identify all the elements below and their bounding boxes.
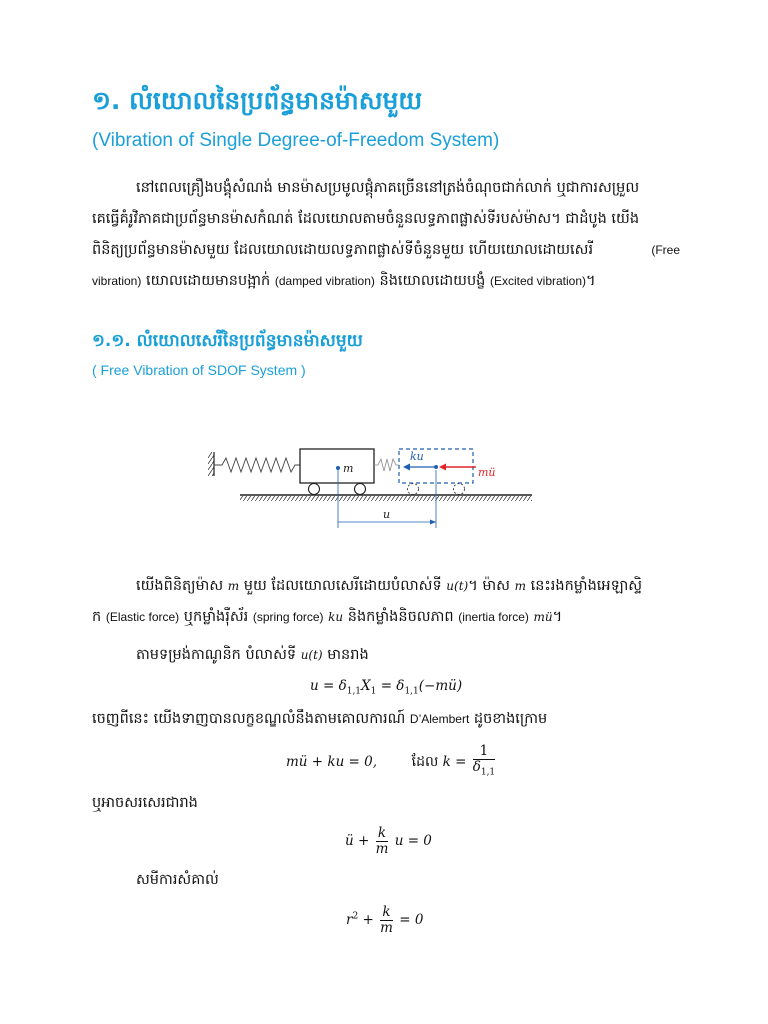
- text: ចេញពីនេះ យើងទាញបានលក្ខខណ្ឌលំនឹងតាមគោលការណ៍: [92, 711, 406, 727]
- equation-1: [310, 678, 462, 697]
- var-u-t: u(t): [300, 648, 323, 662]
- body-line-2: [92, 608, 562, 629]
- text: យើងពិនិត្យម៉ាស: [136, 578, 224, 594]
- displaced-wheel-right: [454, 484, 465, 495]
- equation-3: [345, 826, 432, 857]
- ground-hatch: [240, 496, 532, 501]
- equation-4: [346, 905, 423, 936]
- fraction-numerator: 1: [473, 744, 495, 760]
- spring: [214, 458, 300, 472]
- var-u-t: u(t): [446, 579, 469, 593]
- eq-sup: 2: [352, 911, 359, 922]
- displaced-wheel-left: [408, 484, 419, 495]
- eq-part: +: [358, 912, 374, 928]
- eq-sub: 1,1: [404, 686, 419, 697]
- fraction-numerator: k: [380, 905, 393, 921]
- eq-sub: 1,1: [346, 686, 362, 697]
- wall-hatch: [208, 452, 214, 476]
- eq-sub: 1,1: [480, 767, 496, 778]
- inertia-force-label: mü: [478, 466, 496, 479]
- eq-part: u = δ: [310, 678, 347, 694]
- text: ។ ម៉ាស: [468, 578, 510, 594]
- eq-part: = δ: [376, 678, 405, 694]
- term-excited-vibration: (Excited vibration): [489, 274, 587, 288]
- term-free-vibration: vibration): [92, 274, 142, 288]
- wheel-right: [355, 484, 366, 495]
- dim-arrowhead: [430, 520, 436, 525]
- body-line-4: [92, 710, 547, 731]
- eq-part: X: [361, 678, 371, 694]
- body-line-6: សមីការសំគាល់: [136, 872, 219, 888]
- displacement-label: u: [383, 508, 391, 521]
- section-title: ១. លំយោលនៃប្រព័ន្ធមានម៉ាសមួយ: [92, 86, 423, 115]
- subsection-title: ១.១. លំយោលសេរីនៃប្រព័ន្ធមានម៉ាសមួយ: [92, 331, 363, 351]
- text: តាមទម្រង់កាណូនិក បំលាស់ទី: [136, 647, 297, 663]
- intro-line-1: នៅពេលគ្រឿងបង្គុំសំណង់ មានម៉ាសប្រមូលផ្តុំភាគច្រើននៅត្រង់ចំណុចជាក់លាក់ ឬជាការសម្រួល: [136, 180, 640, 196]
- eq-text: ដែល: [411, 753, 439, 770]
- section-subtitle: (Vibration of Single Degree-of-Freedom System): [92, 130, 500, 151]
- text: ។: [552, 609, 563, 625]
- body-line-5: ឬអាចសរសេរជារាង: [92, 795, 198, 811]
- text: និងកម្លាំងនិចលភាព: [347, 609, 454, 625]
- term-inertia-force: (inertia force): [458, 610, 529, 624]
- term-damped-km: យោលដោយមានបង្អាក់: [145, 273, 271, 289]
- fraction: [380, 905, 393, 936]
- eq-part: ü +: [345, 833, 370, 849]
- equation-2: [286, 744, 497, 781]
- intro-line-3: [92, 235, 680, 266]
- text: ដូចខាងក្រោម: [473, 711, 548, 727]
- intro-line-2: គេធ្វើគំរូវិភាគជាប្រព័ន្ធមានម៉ាសកំណត់ ដែលយោលតាមចំនួនលទ្ធភាពផ្លាស់ទីរបស់ម៉ាស។ ជាដំបូង យើង: [92, 211, 640, 227]
- eq-sub: 1: [370, 686, 377, 697]
- sdof-figure: [200, 440, 540, 530]
- term-spring-force: (spring force): [252, 610, 324, 624]
- sentence-end: ។: [586, 273, 596, 289]
- eq-part: u = 0: [394, 833, 432, 849]
- body-line-1: [136, 577, 642, 598]
- mass-block: [300, 449, 374, 483]
- wheel-left: [309, 484, 320, 495]
- spring-force-label: ku: [410, 450, 424, 463]
- text: នេះរងកម្លាំងអេឡាស្ទិ: [530, 578, 643, 594]
- intro-paragraph: [92, 173, 680, 297]
- mass-label: m: [343, 462, 354, 475]
- intro-line-3-text: ពិនិត្យប្រព័ន្ធមានម៉ាសមួយ ដែលយោលដោយលទ្ធភាពផ្លាស់ទីចំនួនមួយ ហើយយោលដោយសេរី: [92, 242, 594, 258]
- text: មានរាង: [327, 647, 369, 663]
- var-ku: ku: [328, 610, 344, 624]
- intro-line-4: [92, 266, 680, 297]
- intro-line-3-en: (Free: [651, 243, 680, 257]
- spring-force-arrowhead: [403, 464, 410, 471]
- inertia-force-arrowhead: [439, 464, 446, 471]
- spring-stretched: [374, 459, 399, 471]
- eq-part: (−mü): [418, 678, 463, 694]
- fraction-denominator: [473, 760, 495, 781]
- var-m: m: [514, 579, 526, 593]
- text: មួយ ដែលយោលសេរីដោយបំលាស់ទី: [243, 578, 442, 594]
- term-excited-km: និងយោលដោយបង្ខំ: [379, 273, 486, 289]
- var-m: m: [227, 579, 240, 593]
- eq-part: = 0: [399, 912, 424, 928]
- fraction: [376, 826, 389, 857]
- fraction-denominator: m: [380, 920, 393, 936]
- fraction: [473, 744, 495, 781]
- eq-part: r: [346, 912, 353, 928]
- eq-part: mü + ku = 0,: [286, 753, 378, 770]
- term-elastic-force: (Elastic force): [105, 610, 180, 624]
- mass-center-dot: [336, 466, 340, 470]
- subsection-subtitle: ( Free Vibration of SDOF System ): [92, 362, 306, 378]
- term-dalembert: D’Alembert: [409, 712, 470, 726]
- text: ឬកម្លាំងរ៉ឺស័រ: [183, 609, 249, 625]
- eq-part: k =: [442, 753, 467, 770]
- displaced-center-dot: [434, 465, 438, 469]
- term-damped-vibration: (damped vibration): [274, 274, 375, 288]
- text: ក: [92, 609, 102, 625]
- eq-part: δ: [472, 759, 481, 775]
- fraction-denominator: m: [375, 841, 389, 857]
- var-mu: mü: [533, 610, 553, 624]
- fraction-numerator: k: [376, 826, 389, 842]
- body-line-3: [136, 646, 369, 667]
